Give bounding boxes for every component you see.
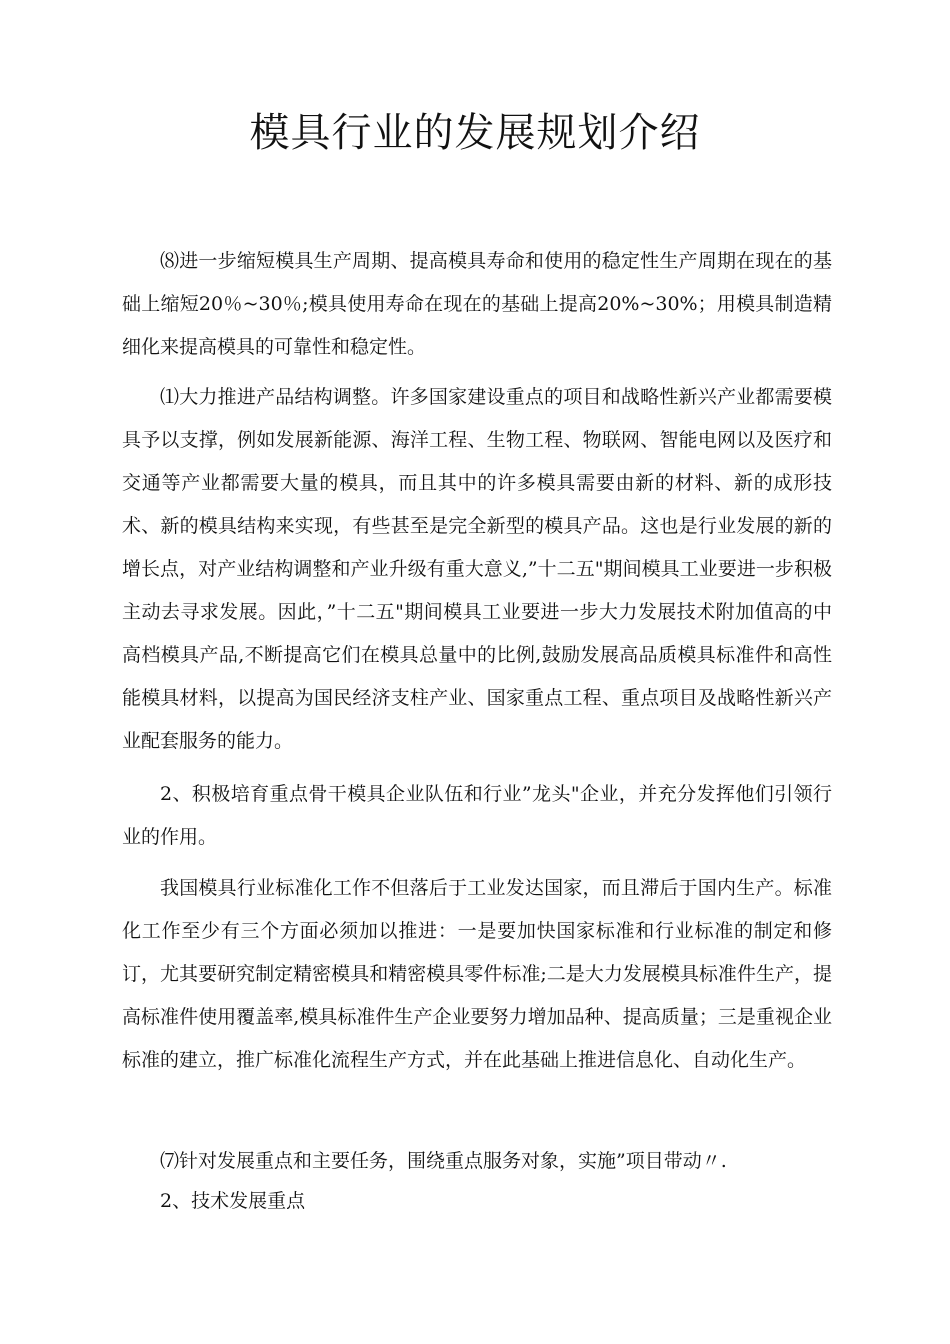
paragraph-standardization: 我国模具行业标准化工作不但落后于工业发达国家，而且滞后于国内生产。标准化工作至少有三个方面必须加以推进：一是要加快国家标准和行业标准的制定和修订，尤其要研究制定精密模具和精密模具零件标准;二是大力发展模具标准件生产，提高标准件使用覆盖率,模具标准件生产企业要努力增加品种、提高质量；三是重视企业标准的建立，推广标准化流程生产方式，并在此基础上推进信息化、自动化生产。: [122, 877, 832, 1071]
paragraph-key-enterprises: 2、积极培育重点骨干模具企业队伍和行业”龙头"企业，并充分发挥他们引领行业的作用。: [122, 783, 832, 848]
paragraph-project-driven: ⑺针对发展重点和主要任务，围绕重点服务对象，实施”项目带动〃.: [160, 1150, 727, 1172]
paragraph-tech-focus-heading: 2、技术发展重点: [160, 1190, 306, 1212]
document-title: 模具行业的发展规划介绍: [249, 110, 701, 156]
paragraph-cycle-shortening: ⑻进一步缩短模具生产周期、提高模具寿命和使用的稳定性生产周期在现在的基础上缩短20％~30％;模具使用寿命在现在的基础上提高20%~30%；用模具制造精细化来提高模具的可靠性和稳定性。: [122, 250, 832, 358]
paragraph-structure-adjustment: ⑴大力推进产品结构调整。许多国家建设重点的项目和战略性新兴产业都需要模具予以支撑，例如发展新能源、海洋工程、生物工程、物联网、智能电网以及医疗和交通等产业都需要大量的模具，而且其中的许多模具需要由新的材料、新的成形技术、新的模具结构来实现，有些甚至是完全新型的模具产品。这也是行业发展的新的增长点，对产业结构调整和产业升级有重大意义,”十二五"期间模具工业要进一步积极主动去寻求发展。因此，”十二五"期间模具工业要进一步大力发展技术附加值高的中高档模具产品,不断提高它们在模具总量中的比例,鼓励发展高品质模具标准件和高性能模具材料，以提高为国民经济支柱产业、国家重点工程、重点项目及战略性新兴产业配套服务的能力。: [122, 386, 832, 752]
